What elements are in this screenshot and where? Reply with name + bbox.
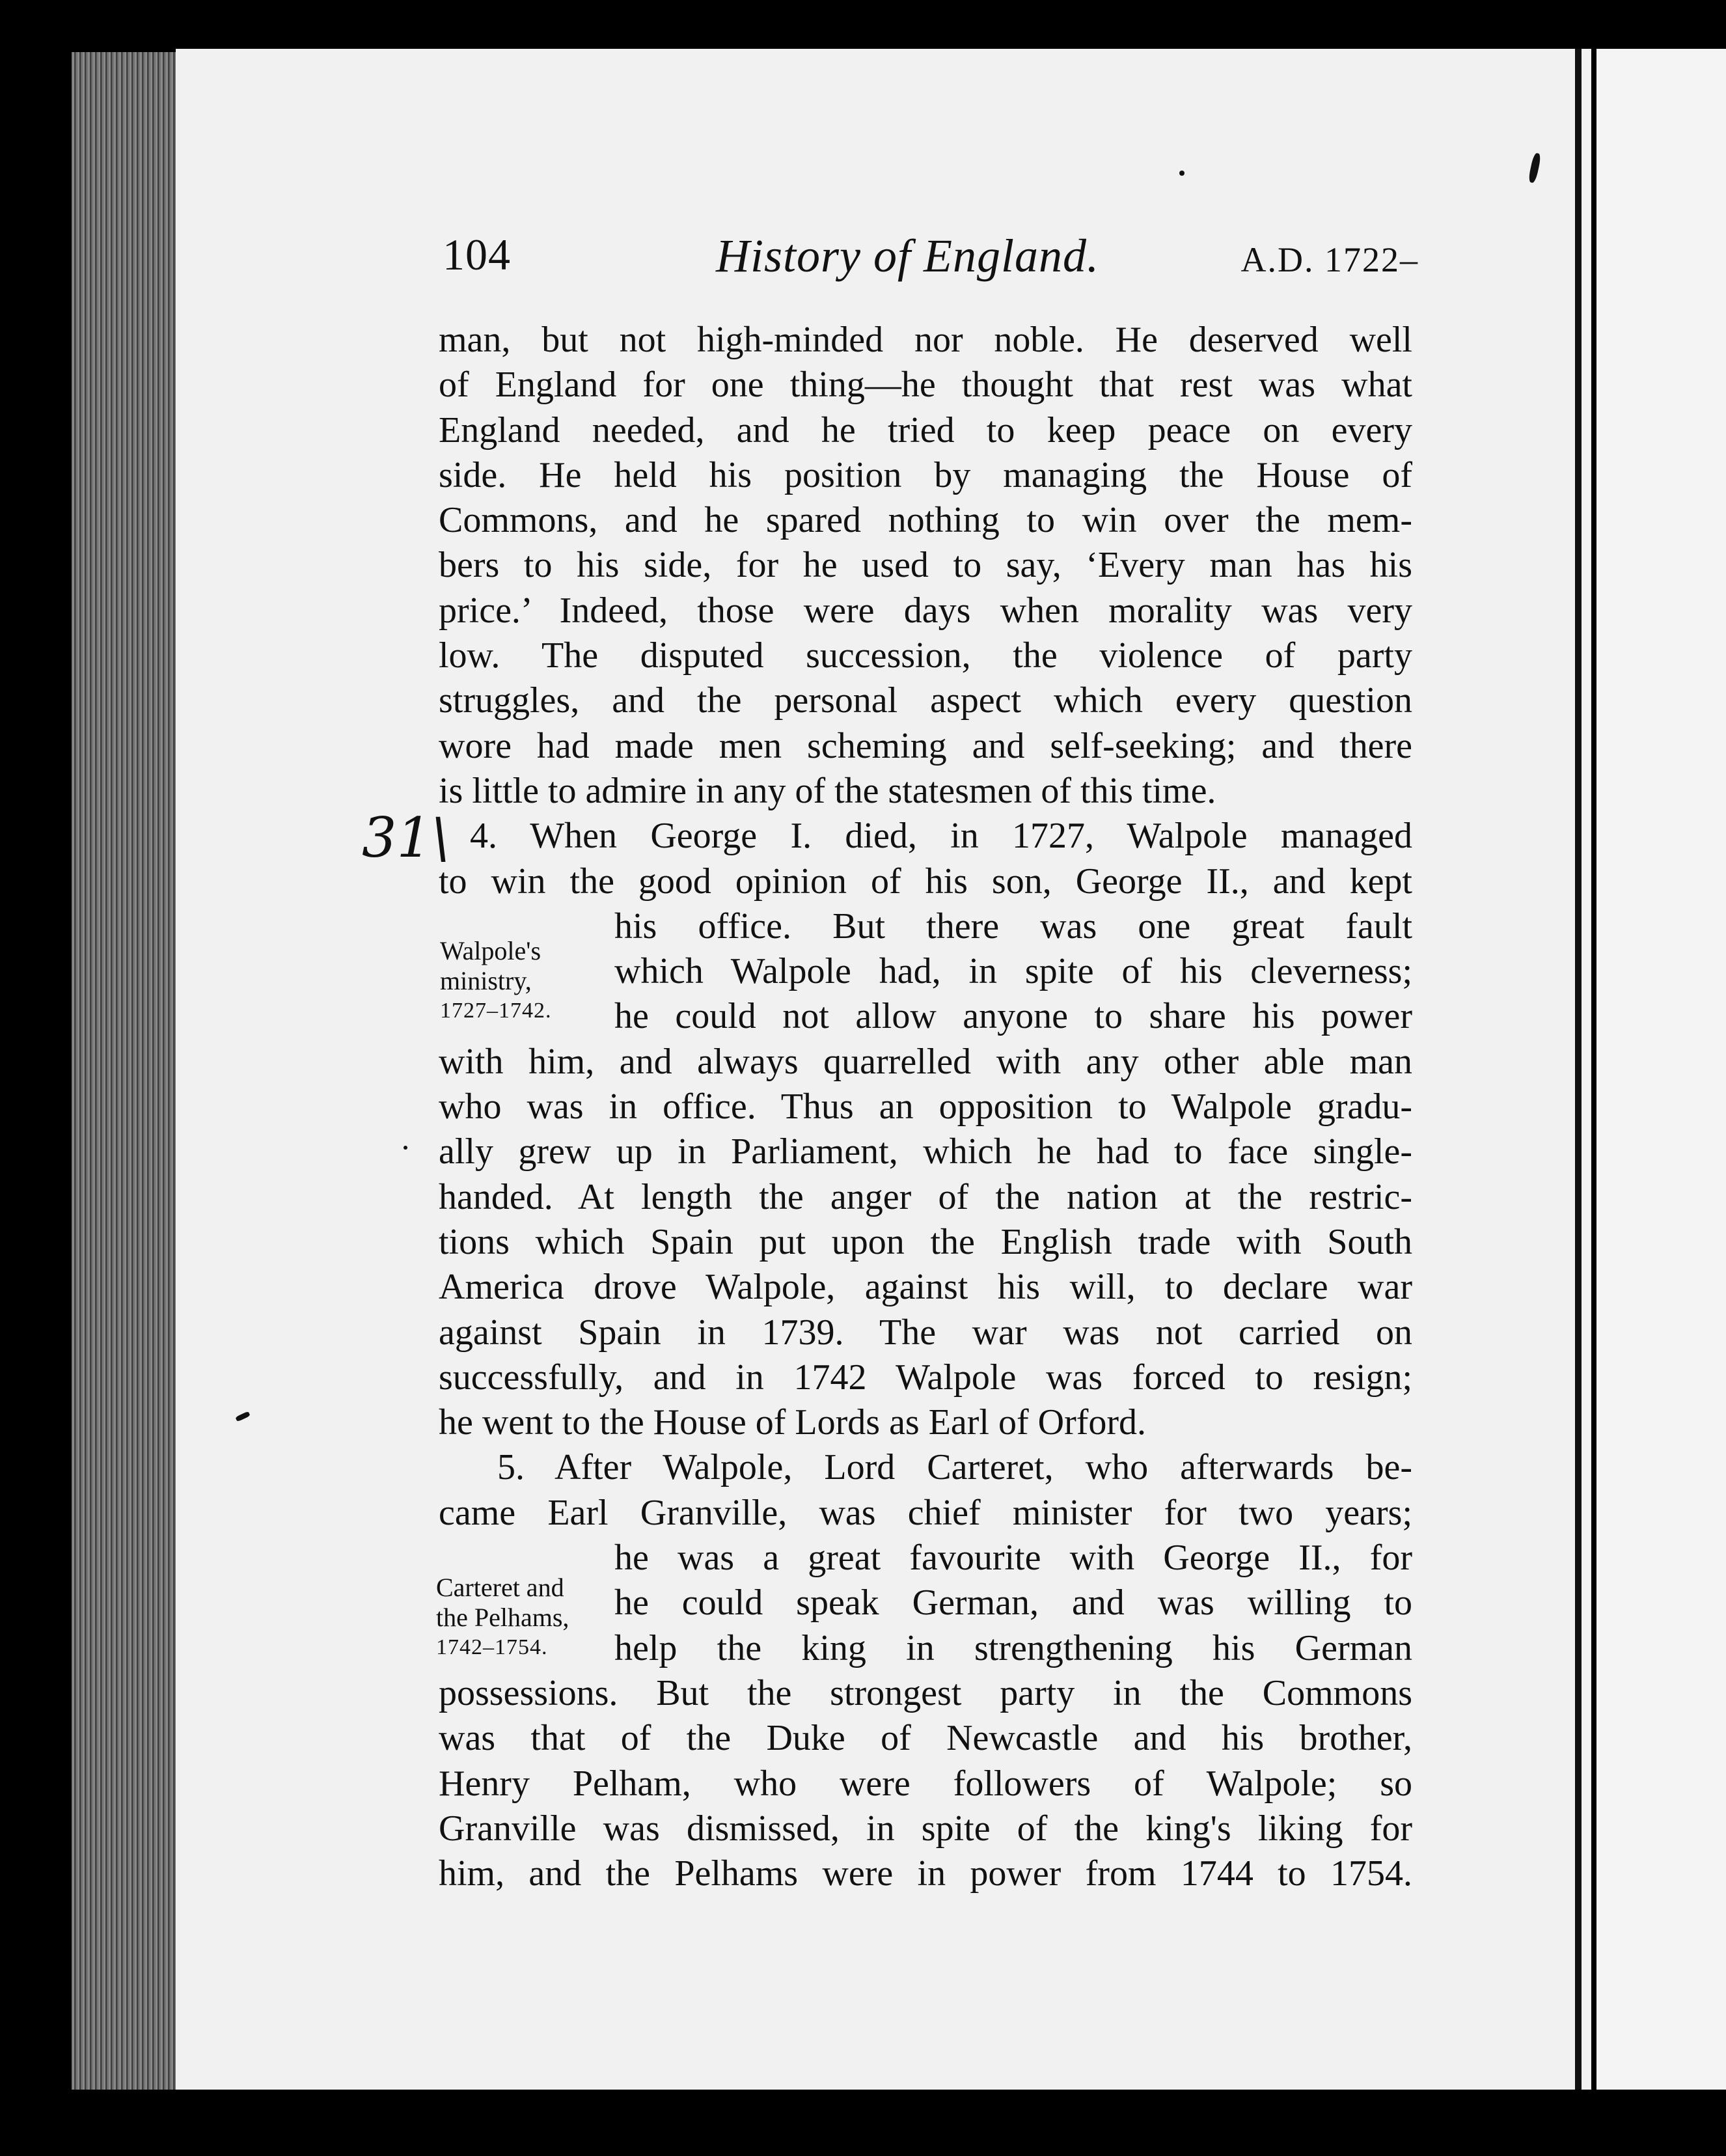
text-line: price.’ Indeed, those were days when morality was very [439, 590, 1412, 631]
text-line: came Earl Granville, was chief minister for two years; [439, 1492, 1412, 1533]
text-line: of England for one thing—he thought that rest was what [439, 365, 1412, 406]
sidenote-date: 1727–1742. [440, 999, 552, 1023]
text-line: ally grew up in Parliament, which he had to face single- [439, 1131, 1412, 1172]
text-line: tions which Spain put upon the English trade with South [439, 1221, 1412, 1262]
running-header [443, 229, 1419, 301]
text-line: he went to the House of Lords as Earl of Orford. [439, 1402, 1147, 1443]
running-title: History of England. [716, 230, 1099, 282]
text-line: possessions. But the strongest party in the Commons [439, 1672, 1412, 1713]
text-line: handed. At length the anger of the nation at the restric- [439, 1176, 1412, 1217]
text-line: who was in office. Thus an opposition to Walpole gradu- [439, 1086, 1412, 1127]
page-number: 104 [443, 230, 511, 279]
text-line: Granville was dismissed, in spite of the king's liking for [439, 1808, 1412, 1849]
facing-page-strip [1591, 49, 1726, 2090]
text-line: was that of the Duke of Newcastle and his brother, [439, 1718, 1412, 1759]
text-line: Henry Pelham, who were followers of Walpole; so [439, 1763, 1412, 1804]
text-line: help the king in strengthening his German [614, 1627, 1412, 1668]
sidenote-line: Carteret and [436, 1573, 564, 1602]
page-gutter-line [1575, 49, 1582, 2090]
text-line: America drove Walpole, against his will, to declare war [439, 1267, 1412, 1308]
text-line: Commons, and he spared nothing to win over the mem- [439, 500, 1412, 541]
text-line: struggles, and the personal aspect which every question [439, 680, 1412, 721]
paragraph-5-start: 5. After Walpole, Lord Carteret, who afterwards be- [497, 1447, 1412, 1488]
paragraph-4-start: 4. When George I. died, in 1727, Walpole managed [470, 816, 1412, 857]
text-line: he could not allow anyone to share his power [614, 996, 1412, 1037]
text-line: successfully, and in 1742 Walpole was forced to resign; [439, 1357, 1412, 1398]
sidenote-line: ministry, [440, 966, 532, 995]
text-line: with him, and always quarrelled with any other able man [439, 1041, 1412, 1082]
text-line: man, but not high-minded nor noble. He deserved well [439, 320, 1412, 360]
text-line: bers to his side, for he used to say, ‘Every man has his [439, 545, 1412, 586]
book-page-edges [72, 52, 182, 2090]
ink-speck [404, 1146, 407, 1150]
text-line: he could speak German, and was willing to [614, 1582, 1412, 1624]
text-line: low. The disputed succession, the violence of party [439, 635, 1412, 676]
text-line: him, and the Pelhams were in power from 1744 to 1754. [439, 1853, 1412, 1894]
ink-speck [1179, 171, 1185, 176]
sidenote-line: Walpole's [440, 936, 541, 965]
text-line: England needed, and he tried to keep peace on every [439, 409, 1412, 450]
text-line: against Spain in 1739. The war was not carried on [439, 1312, 1412, 1353]
text-line: which Walpole had, in spite of his cleverness; [614, 951, 1412, 992]
sidenote-line: the Pelhams, [436, 1603, 569, 1632]
text-line: is little to admire in any of the statesmen of this time. [439, 770, 1216, 811]
sidenote-date: 1742–1754. [436, 1635, 548, 1659]
running-date: A.D. 1722– [1240, 240, 1419, 279]
body-text [439, 318, 1412, 1896]
handwritten-annotation: 31\ [362, 806, 450, 870]
text-line: his office. But there was one great fault [614, 905, 1412, 947]
text-line: he was a great favourite with George II., for [614, 1538, 1412, 1579]
text-line: wore had made men scheming and self-seeking; and there [439, 725, 1412, 766]
text-line: side. He held his position by managing the House of [439, 454, 1412, 495]
text-line: to win the good opinion of his son, George II., and kept [439, 861, 1412, 902]
